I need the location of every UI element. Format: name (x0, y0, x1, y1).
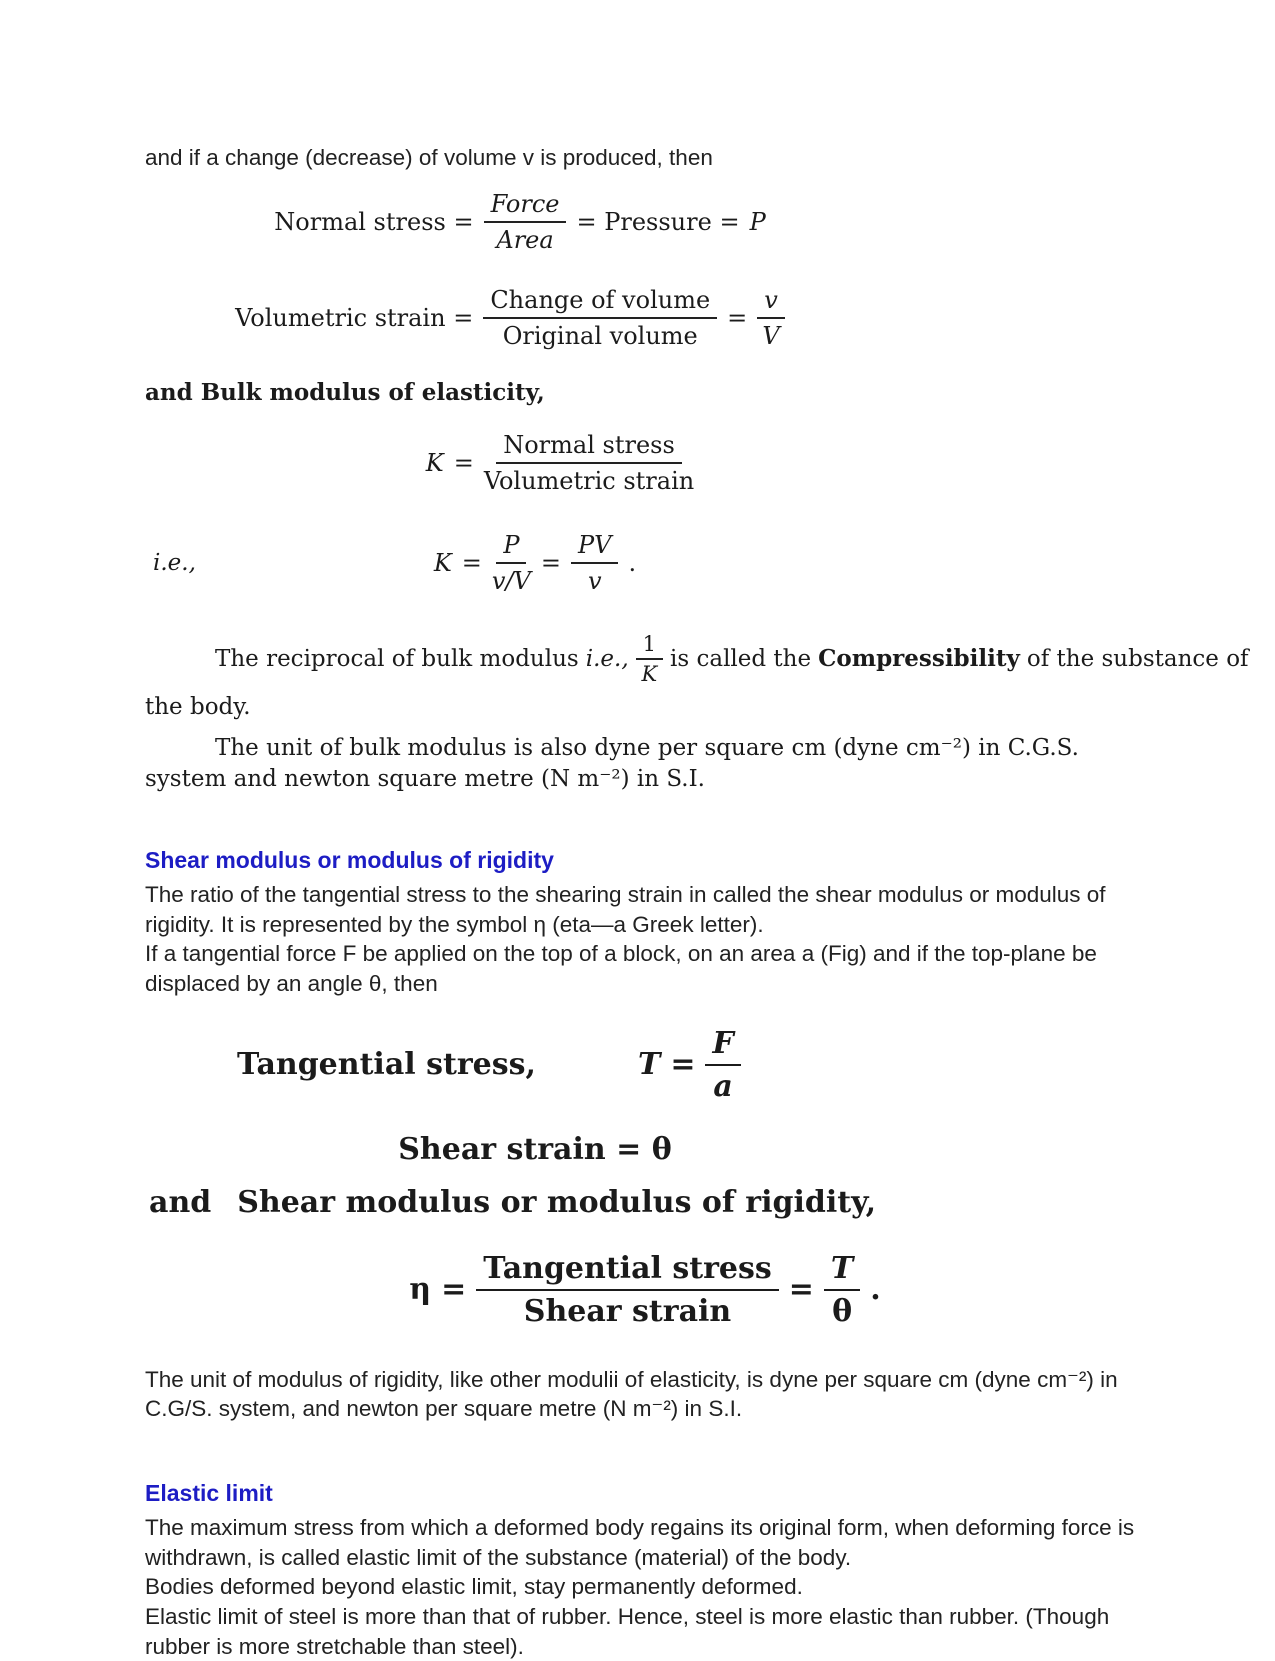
equals-sign: = (441, 1272, 467, 1308)
equation-tangential-stress (237, 1025, 741, 1106)
fraction-v-V (757, 285, 785, 351)
compressibility-bold: Compressibility (818, 645, 1020, 673)
frac-denominator: Shear strain (523, 1294, 732, 1330)
eq-T-var: T (637, 1047, 661, 1083)
line-bulk-modulus-intro: and Bulk modulus of elasticity, (145, 378, 545, 406)
and-word: and (149, 1184, 212, 1220)
paragraph-elastic-steel-rubber: Elastic limit of steel is more than that of rubber. Hence, steel is more elastic than rubber. (Though rubber is more stretchable than steel). (145, 1604, 1110, 1659)
frac-denominator: a (713, 1069, 733, 1105)
frac-numerator: Normal stress (496, 430, 682, 464)
eq-k-var: K (425, 448, 444, 477)
shear-strain-text: Shear strain = θ (398, 1131, 672, 1167)
ie-label: i.e., (153, 549, 196, 576)
frac-denominator: v (587, 566, 602, 595)
paragraph-rigidity-unit: The unit of modulus of rigidity, like other modulii of elasticity, is dyne per square cm (dyne cm⁻²) in C.G/S. system, and newton per square metre (N m⁻²) in S.I. (145, 1366, 1118, 1422)
paragraph-shear-definition: The ratio of the tangential stress to the shearing strain in called the shear modulus or modulus of rigidity. It is represented by the symbol η (eta—a Greek letter). (145, 881, 1106, 937)
equals-sign: = (540, 548, 561, 577)
frac-denominator: K (641, 661, 658, 686)
fraction-T-theta (824, 1250, 860, 1331)
equation-volumetric-strain (145, 285, 875, 351)
eq-normal-rhs: = Pressure = (576, 207, 740, 236)
heading-shear-modulus: Shear modulus or modulus of rigidity (145, 846, 554, 873)
frac-numerator: Change of volume (483, 285, 717, 319)
fraction-F-a (705, 1025, 740, 1106)
period: . (628, 548, 637, 577)
paragraph-elastic-definition: The maximum stress from which a deformed body regains its original form, when deforming force is withdrawn, is called elastic limit of the substance (material) of the body. (145, 1515, 1135, 1570)
paragraph-intro: and if a change (decrease) of volume v is produced, then (145, 145, 713, 170)
shear-modulus-phrase: Shear modulus or modulus of rigidity, (237, 1184, 877, 1220)
paragraph-reciprocal-continuation: the body. (145, 693, 251, 720)
frac-numerator: v (757, 285, 785, 319)
period: . (870, 1272, 881, 1308)
eq-eta-var: η (409, 1272, 432, 1308)
equals-sign: = (453, 448, 474, 477)
ie-inline: i.e., (585, 645, 629, 672)
reciprocal-text-before: The reciprocal of bulk modulus (215, 645, 579, 672)
fraction-P-vV (492, 530, 531, 596)
equals-sign: = (727, 303, 748, 332)
equation-bulk-modulus-expanded (145, 530, 1150, 596)
frac-denominator: v/V (491, 566, 531, 595)
reciprocal-text-after: of the substance of (1026, 645, 1249, 672)
equation-shear-strain (145, 1132, 925, 1167)
fraction-tangential-shear (476, 1250, 779, 1331)
eq-normal-rhs-var: P (749, 207, 766, 236)
fraction-one-over-K (636, 632, 663, 686)
frac-denominator: Original volume (502, 321, 698, 350)
equation-bulk-modulus-definition (145, 430, 975, 496)
equals-sign: = (461, 548, 482, 577)
frac-denominator: Volumetric strain (483, 466, 695, 495)
frac-denominator: Area (496, 225, 554, 254)
frac-denominator: θ (832, 1294, 853, 1330)
equation-normal-stress (145, 189, 895, 255)
frac-numerator: PV (571, 530, 618, 564)
frac-numerator: 1 (636, 632, 663, 660)
eq-k-var: K (433, 548, 452, 577)
paragraph-elastic-permanent: Bodies deformed beyond elastic limit, stay permanently deformed. (145, 1574, 803, 1600)
eq-normal-lhs: Normal stress = (274, 207, 474, 236)
fraction-normal-volumetric (484, 430, 694, 496)
frac-numerator: Force (484, 189, 567, 223)
paragraph-reciprocal (215, 631, 1249, 686)
tangential-stress-label: Tangential stress, (237, 1047, 536, 1083)
frac-numerator: Tangential stress (476, 1250, 779, 1292)
reciprocal-text-mid: is called the (670, 645, 812, 672)
frac-denominator: V (762, 321, 780, 350)
equation-eta (145, 1250, 1145, 1331)
equals-sign: = (788, 1272, 814, 1308)
fraction-change-original-volume (483, 285, 717, 351)
fraction-PV-v (571, 530, 618, 596)
paragraph-shear-setup: If a tangential force F be applied on the top of a block, on an area a (Fig) and if the top-plane be displaced by an angle θ, then (145, 941, 1097, 996)
frac-numerator: P (496, 530, 526, 564)
frac-numerator: F (705, 1025, 740, 1067)
frac-numerator: T (824, 1250, 860, 1292)
eq-vol-lhs: Volumetric strain = (235, 303, 474, 332)
line-and-shear-modulus (149, 1185, 1150, 1220)
heading-elastic-limit: Elastic limit (145, 1480, 273, 1506)
paragraph-bulk-unit: The unit of bulk modulus is also dyne per square cm (dyne cm⁻²) in C.G.S. system and newton square metre (N m⁻²) in S.I. (145, 734, 1079, 792)
equals-sign: = (670, 1047, 696, 1083)
fraction-force-area (484, 189, 567, 255)
